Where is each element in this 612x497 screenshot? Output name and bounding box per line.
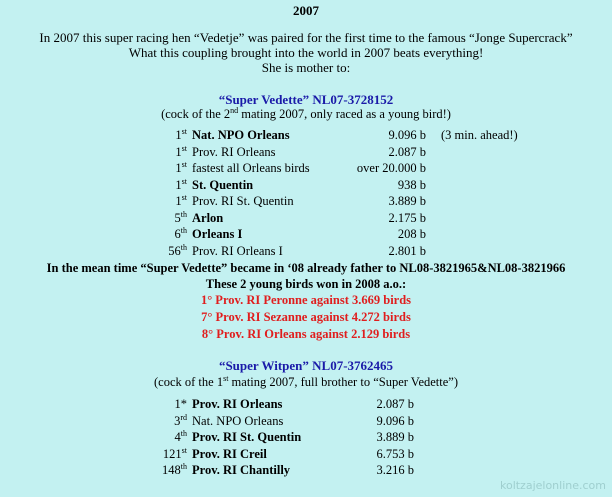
bird2-result-rank: 1*: [174, 397, 187, 411]
bird1-result-race: Prov. RI St. Quentin: [192, 194, 294, 208]
bird2-result-race: Prov. RI Orleans: [192, 397, 283, 411]
bird1-note: (cock of the 2nd mating 2007, only raced as a young bird!): [161, 105, 451, 121]
bird2-name: “Super Witpen” NL07-3762465: [218, 358, 394, 373]
intro-line-2: What this coupling brought into the world in 2007 beats everything!: [128, 45, 484, 60]
bird2-result-rank: 121st: [162, 445, 187, 461]
bird1-result-race: Prov. RI Orleans: [192, 144, 276, 159]
bird2-result-rank: 148th: [162, 461, 187, 477]
bird1-result-value: 2.801 b: [388, 243, 426, 258]
bird1-result-rank: 56th: [168, 242, 187, 258]
young-birds-line: These 2 young birds won in 2008 a.o.:: [205, 277, 407, 291]
bird1-result-value: over 20.000 b: [356, 161, 426, 175]
bird1-result-rank: 1st: [175, 192, 187, 208]
intro-line-3: She is mother to:: [261, 60, 351, 75]
bird1-result-rank: 1st: [175, 143, 187, 159]
bird1-result-rank: 1st: [175, 126, 187, 142]
bird1-result-race: Arlon: [192, 210, 224, 225]
bird1-result-race: fastest all Orleans birds: [192, 161, 310, 175]
bird1-result-value: 938 b: [397, 177, 426, 192]
bird1-result-value: 208 b: [397, 227, 426, 241]
bird2-result-value: 9.096 b: [376, 413, 414, 428]
bird1-result-race: Orleans I: [192, 227, 243, 241]
bird2-result-value: 3.216 b: [376, 463, 414, 477]
bird1-result-value: 2.175 b: [388, 210, 426, 225]
bird2-result-race: Prov. RI St. Quentin: [192, 430, 302, 444]
bird1-result-rank: 5th: [174, 209, 187, 225]
bird1-result-rank: 1st: [175, 159, 187, 175]
bird2-result-rank: 3rd: [174, 412, 187, 428]
win-2: 7° Prov. RI Sezanne against 4.272 birds: [201, 310, 411, 324]
bird2-result-race: Prov. RI Chantilly: [192, 463, 291, 477]
bird1-result-rank: 1st: [175, 176, 187, 192]
bird2-result-value: 3.889 b: [376, 430, 414, 444]
intro-line-1: In 2007 this super racing hen “Vedetje” was paired for the first time to the famous “Jonge Supercrack”: [39, 30, 573, 45]
bird1-result-rank: 6th: [174, 225, 187, 241]
watermark: koltzajelonline.com: [499, 479, 606, 492]
bird2-result-value: 6.753 b: [376, 446, 414, 461]
year-title: 2007: [293, 3, 319, 18]
bird2-result-race: Nat. NPO Orleans: [192, 413, 284, 428]
bird1-name: “Super Vedette” NL07-3728152: [218, 92, 394, 107]
win-1: 1° Prov. RI Peronne against 3.669 birds: [200, 293, 412, 307]
bird1-result-value: 9.096 b: [388, 128, 426, 142]
bird1-result-note: (3 min. ahead!): [441, 128, 518, 142]
win-3: 8° Prov. RI Orleans against 2.129 birds: [201, 327, 411, 341]
bird2-result-race: Prov. RI Creil: [192, 446, 267, 461]
bird1-result-value: 3.889 b: [388, 194, 426, 208]
bird2-result-rank: 4th: [174, 428, 187, 444]
meantime-line: In the mean time “Super Vedette” became in ‘08 already father to NL08-3821965&NL08-3821966: [46, 261, 566, 275]
bird1-result-race: Prov. RI Orleans I: [192, 243, 283, 258]
bird1-result-race: Nat. NPO Orleans: [192, 128, 290, 142]
bird1-result-value: 2.087 b: [388, 144, 426, 159]
bird2-note: (cock of the 1st mating 2007, full brother to “Super Vedette”): [154, 373, 458, 389]
bird1-result-race: St. Quentin: [192, 177, 254, 192]
bird2-result-value: 2.087 b: [376, 397, 414, 411]
